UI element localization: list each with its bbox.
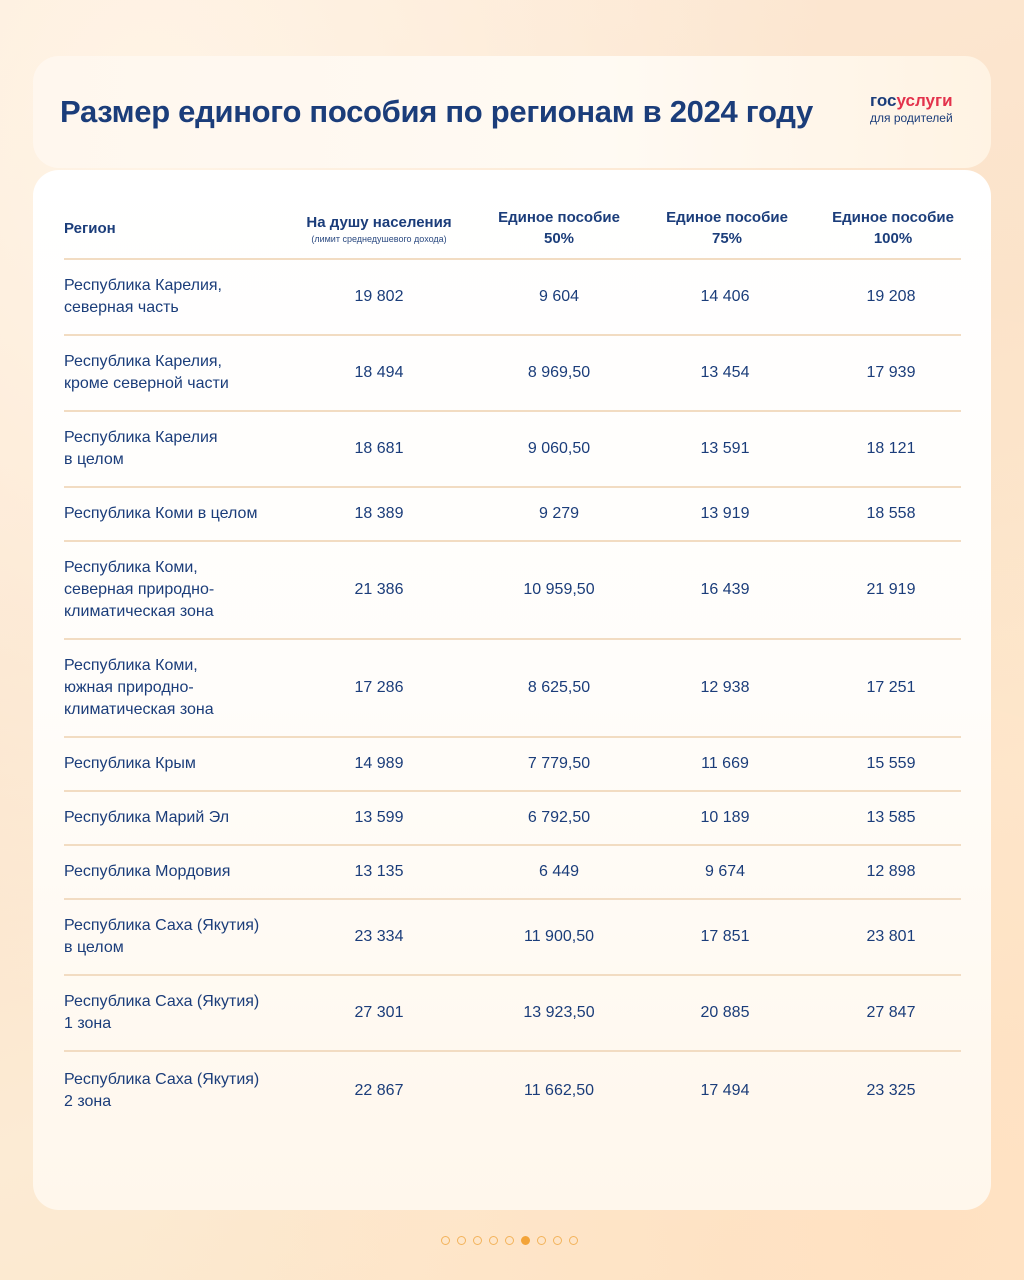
table-row — [64, 260, 961, 336]
cell-benefit-75: 20 885 — [700, 1004, 750, 1021]
pagination-dot[interactable] — [457, 1236, 466, 1245]
cell-benefit-50: 6 449 — [538, 863, 580, 880]
header-benefit-75 — [652, 198, 802, 258]
header-region — [64, 198, 274, 258]
header-benefit-50-label: Единое пособие 50% — [498, 209, 620, 247]
table-row — [64, 336, 961, 412]
cell-benefit-50: 10 959,50 — [523, 581, 595, 598]
cell-per-capita: 13 135 — [354, 863, 404, 880]
cell-region: Республика Саха (Якутия) 2 зона — [64, 1071, 260, 1110]
cell-region: Республика Карелия, северная часть — [64, 277, 222, 316]
pagination-dot[interactable] — [553, 1236, 562, 1245]
cell-benefit-100: 23 325 — [866, 1082, 916, 1099]
header-benefit-100-label: Единое пособие 100% — [832, 209, 954, 247]
logo-subtitle: для родителей — [870, 111, 953, 125]
cell-benefit-75: 16 439 — [700, 581, 750, 598]
cell-benefit-50: 8 969,50 — [527, 364, 591, 381]
cell-benefit-100: 18 121 — [866, 440, 916, 457]
cell-region: Республика Мордовия — [64, 863, 231, 880]
cell-per-capita: 18 494 — [354, 364, 404, 381]
cell-benefit-75: 17 851 — [700, 928, 750, 945]
cell-benefit-75: 13 919 — [700, 505, 750, 522]
cell-benefit-50: 13 923,50 — [523, 1004, 595, 1021]
cell-region: Республика Крым — [64, 755, 196, 772]
cell-per-capita: 18 681 — [354, 440, 404, 457]
cell-benefit-75: 10 189 — [700, 809, 750, 826]
table-row — [64, 738, 961, 792]
header-per-capita-label: На душу населения — [306, 213, 452, 231]
table-row — [64, 976, 961, 1052]
header-benefit-75-label: Единое пособие 75% — [666, 209, 788, 247]
table-row — [64, 542, 961, 640]
cell-region: Республика Карелия в целом — [64, 429, 218, 468]
cell-per-capita: 27 301 — [354, 1004, 404, 1021]
table-row — [64, 640, 961, 738]
cell-benefit-100: 23 801 — [866, 928, 916, 945]
gosuslugi-logo — [870, 91, 980, 125]
cell-benefit-75: 14 406 — [700, 288, 750, 305]
logo-part-a: гос — [870, 91, 897, 110]
pagination-dot[interactable] — [569, 1236, 578, 1245]
cell-benefit-100: 17 939 — [866, 364, 916, 381]
cell-benefit-75: 11 669 — [701, 755, 749, 772]
table-card — [33, 170, 991, 1210]
table-row — [64, 792, 961, 846]
cell-benefit-100: 21 919 — [866, 581, 916, 598]
logo-part-b: услуги — [896, 91, 953, 110]
cell-per-capita: 18 389 — [354, 505, 404, 522]
pagination-dot-active[interactable] — [521, 1236, 530, 1245]
table-row — [64, 1052, 961, 1130]
header-per-capita-note: (лимит среднедушевого дохода) — [311, 233, 447, 244]
benefit-table — [64, 198, 961, 1130]
cell-benefit-100: 13 585 — [866, 809, 916, 826]
pagination-dot[interactable] — [473, 1236, 482, 1245]
cell-region: Республика Коми в целом — [64, 505, 258, 522]
cell-per-capita: 21 386 — [354, 581, 404, 598]
cell-benefit-100: 17 251 — [866, 679, 916, 696]
cell-benefit-75: 17 494 — [700, 1082, 750, 1099]
pagination-dot[interactable] — [489, 1236, 498, 1245]
pagination-dot[interactable] — [537, 1236, 546, 1245]
cell-benefit-50: 7 779,50 — [527, 755, 591, 772]
cell-benefit-75: 12 938 — [700, 679, 750, 696]
cell-benefit-50: 9 060,50 — [527, 440, 591, 457]
cell-benefit-75: 13 591 — [700, 440, 750, 457]
header-region-label: Регион — [64, 219, 116, 237]
pagination-dot[interactable] — [505, 1236, 514, 1245]
cell-per-capita: 22 867 — [354, 1082, 404, 1099]
table-row — [64, 412, 961, 488]
cell-benefit-50: 11 662,50 — [524, 1082, 594, 1099]
table-row — [64, 900, 961, 976]
cell-benefit-100: 18 558 — [866, 505, 916, 522]
cell-benefit-50: 9 604 — [538, 288, 580, 305]
cell-benefit-50: 11 900,50 — [524, 928, 594, 945]
cell-per-capita: 23 334 — [354, 928, 404, 945]
carousel-pagination — [441, 1236, 578, 1245]
cell-benefit-100: 12 898 — [866, 863, 916, 880]
pagination-dot[interactable] — [441, 1236, 450, 1245]
header-per-capita — [294, 198, 464, 258]
cell-benefit-100: 19 208 — [866, 288, 916, 305]
cell-region: Республика Карелия, кроме северной части — [64, 353, 229, 392]
cell-benefit-50: 6 792,50 — [527, 809, 591, 826]
cell-per-capita: 14 989 — [354, 755, 404, 772]
cell-region: Республика Коми, северная природно- климатическая зона — [64, 559, 215, 620]
cell-region: Республика Саха (Якутия) 1 зона — [64, 993, 260, 1032]
table-header — [64, 198, 961, 260]
cell-region: Республика Саха (Якутия) в целом — [64, 917, 260, 956]
table-row — [64, 846, 961, 900]
cell-region: Республика Марий Эл — [64, 809, 230, 826]
cell-per-capita: 13 599 — [354, 809, 404, 826]
header-benefit-100 — [818, 198, 968, 258]
cell-benefit-75: 9 674 — [704, 863, 746, 880]
table-row — [64, 488, 961, 542]
cell-benefit-100: 15 559 — [866, 755, 916, 772]
logo-wordmark — [870, 91, 980, 111]
cell-region: Республика Коми, южная природно- климатическая зона — [64, 657, 214, 718]
header-benefit-50 — [484, 198, 634, 258]
cell-benefit-100: 27 847 — [866, 1004, 916, 1021]
cell-per-capita: 17 286 — [354, 679, 404, 696]
cell-benefit-75: 13 454 — [700, 364, 750, 381]
cell-benefit-50: 8 625,50 — [527, 679, 591, 696]
page-title: Размер единого пособия по регионам в 2024 году — [60, 94, 813, 129]
cell-benefit-50: 9 279 — [538, 505, 580, 522]
cell-per-capita: 19 802 — [354, 288, 404, 305]
